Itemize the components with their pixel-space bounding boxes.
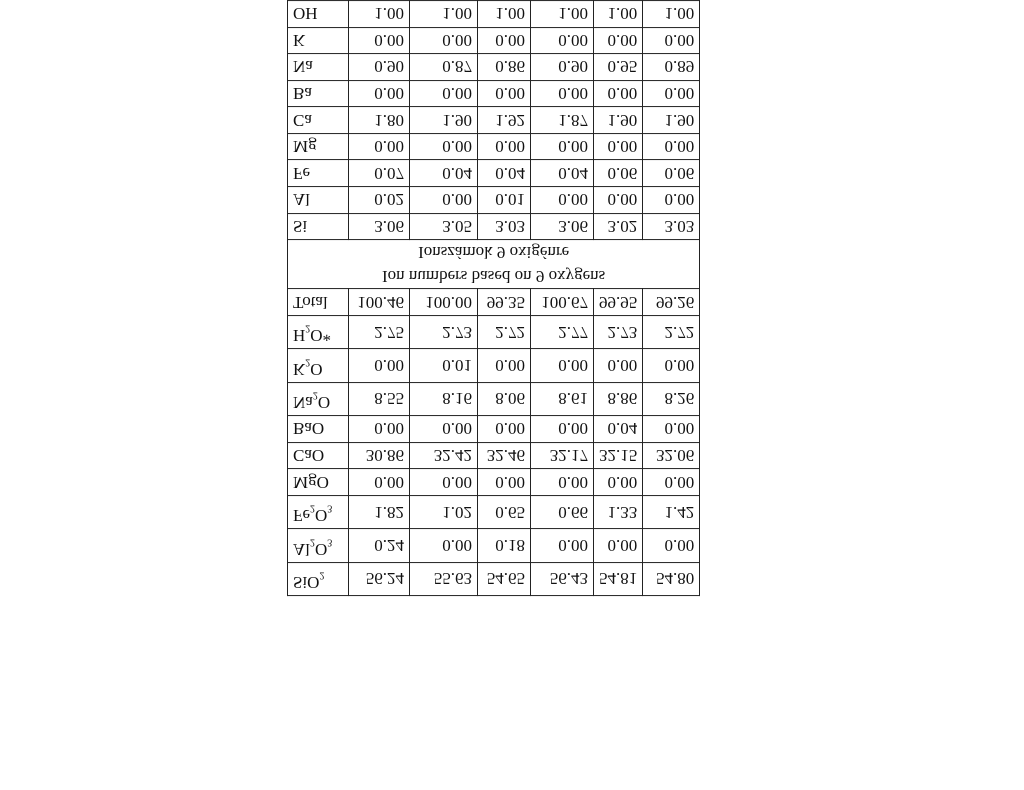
cell: 8.55 <box>349 382 410 415</box>
cell: 55.63 <box>410 562 478 595</box>
row-label: Si <box>288 213 349 240</box>
table-row-na <box>288 54 700 81</box>
table-row-bao <box>288 416 700 443</box>
cell: 0.00 <box>410 416 478 443</box>
cell: 0.00 <box>531 27 594 54</box>
table-body <box>288 1 700 596</box>
cell: 3.03 <box>643 213 700 240</box>
cell: 0.00 <box>594 187 643 214</box>
section-heading-hu: Ionszámok 9 oxigénre <box>418 243 570 263</box>
cell: 0.00 <box>478 349 531 382</box>
cell: 0.00 <box>410 529 478 562</box>
cell: 0.00 <box>594 469 643 496</box>
cell: 0.00 <box>531 133 594 160</box>
cell: 1.42 <box>643 495 700 528</box>
cell: 0.00 <box>410 133 478 160</box>
table-row-fe2o3 <box>288 495 700 528</box>
table-row-mgo <box>288 469 700 496</box>
cell: 1.33 <box>594 495 643 528</box>
cell: 0.00 <box>643 187 700 214</box>
cell: 0.00 <box>594 133 643 160</box>
mineral-analysis-table <box>287 0 700 596</box>
cell: 32.42 <box>410 442 478 469</box>
cell: 0.00 <box>478 27 531 54</box>
cell: 0.00 <box>349 349 410 382</box>
cell: 3.02 <box>594 213 643 240</box>
row-label: $K_2O$ <box>288 349 349 382</box>
cell: 0.00 <box>349 133 410 160</box>
section-heading <box>288 240 700 289</box>
cell: 54.65 <box>478 562 531 595</box>
cell: 1.90 <box>594 107 643 134</box>
cell: 8.16 <box>410 382 478 415</box>
cell: 2.73 <box>410 315 478 348</box>
table-row-total <box>288 289 700 316</box>
cell: 0.01 <box>410 349 478 382</box>
cell: 1.00 <box>643 1 700 28</box>
cell: 32.46 <box>478 442 531 469</box>
cell: 0.07 <box>349 160 410 187</box>
cell: 3.06 <box>531 213 594 240</box>
cell: 0.00 <box>349 27 410 54</box>
cell: 0.00 <box>349 469 410 496</box>
cell: 0.06 <box>643 160 700 187</box>
table-row-sio2 <box>288 562 700 595</box>
cell: 0.24 <box>349 529 410 562</box>
table-row-k2o <box>288 349 700 382</box>
cell: 1.80 <box>349 107 410 134</box>
row-label: $Na_2O$ <box>288 382 349 415</box>
cell: 0.00 <box>531 529 594 562</box>
cell: 0.00 <box>594 529 643 562</box>
cell: 0.00 <box>643 416 700 443</box>
cell: 0.02 <box>349 187 410 214</box>
cell: 0.00 <box>478 133 531 160</box>
cell: 0.00 <box>643 27 700 54</box>
section-heading-en: Ion numbers based on 9 oxygens <box>381 267 606 287</box>
cell: 0.65 <box>478 495 531 528</box>
table-row-h2o <box>288 315 700 348</box>
cell: 0.00 <box>531 349 594 382</box>
table-row-mg <box>288 133 700 160</box>
cell: 8.86 <box>594 382 643 415</box>
cell: 0.00 <box>643 80 700 107</box>
cell: 0.00 <box>643 349 700 382</box>
cell: 32.15 <box>594 442 643 469</box>
row-label: $Fe_2O_3$ <box>288 495 349 528</box>
cell: 0.00 <box>349 80 410 107</box>
cell: 30.86 <box>349 442 410 469</box>
cell: 0.00 <box>410 469 478 496</box>
cell: 1.00 <box>478 1 531 28</box>
cell: 3.03 <box>478 213 531 240</box>
cell: 1.87 <box>531 107 594 134</box>
cell: 0.00 <box>531 469 594 496</box>
row-label: Na <box>288 54 349 81</box>
cell: 0.00 <box>349 416 410 443</box>
cell: 1.82 <box>349 495 410 528</box>
cell: 100.46 <box>349 289 410 316</box>
cell: 1.02 <box>410 495 478 528</box>
cell: 0.00 <box>531 416 594 443</box>
cell: 2.72 <box>643 315 700 348</box>
row-label: BaO <box>288 416 349 443</box>
cell: 0.04 <box>478 160 531 187</box>
cell: 1.90 <box>643 107 700 134</box>
cell: 1.90 <box>410 107 478 134</box>
table-row-k <box>288 27 700 54</box>
cell: 99.35 <box>478 289 531 316</box>
row-label: MgO <box>288 469 349 496</box>
row-label: K <box>288 27 349 54</box>
cell: 100.67 <box>531 289 594 316</box>
cell: 8.26 <box>643 382 700 415</box>
cell: 2.77 <box>531 315 594 348</box>
row-label: Total <box>288 289 349 316</box>
cell: 0.04 <box>531 160 594 187</box>
table-row-oh <box>288 1 700 28</box>
section-heading-row <box>288 240 700 289</box>
cell: 0.00 <box>478 416 531 443</box>
table-row-al2o3 <box>288 529 700 562</box>
cell: 1.00 <box>349 1 410 28</box>
cell: 1.92 <box>478 107 531 134</box>
row-label: Al <box>288 187 349 214</box>
cell: 0.00 <box>531 80 594 107</box>
cell: 32.17 <box>531 442 594 469</box>
table-row-si <box>288 213 700 240</box>
cell: 0.90 <box>531 54 594 81</box>
table-row-al <box>288 187 700 214</box>
cell: 0.00 <box>594 27 643 54</box>
cell: 99.95 <box>594 289 643 316</box>
cell: 0.00 <box>594 80 643 107</box>
cell: 2.73 <box>594 315 643 348</box>
cell: 100.00 <box>410 289 478 316</box>
cell: 1.00 <box>531 1 594 28</box>
cell: 8.61 <box>531 382 594 415</box>
cell: 0.04 <box>410 160 478 187</box>
cell: 1.00 <box>594 1 643 28</box>
cell: 0.00 <box>643 133 700 160</box>
table-row-ca <box>288 107 700 134</box>
cell: 0.00 <box>410 80 478 107</box>
cell: 3.06 <box>349 213 410 240</box>
cell: 0.00 <box>410 27 478 54</box>
cell: 0.00 <box>478 80 531 107</box>
cell: 8.06 <box>478 382 531 415</box>
row-label: $H_2O*$ <box>288 315 349 348</box>
row-label: SiO$_2$ <box>288 562 349 595</box>
cell: 0.86 <box>478 54 531 81</box>
cell: 56.43 <box>531 562 594 595</box>
cell: 0.00 <box>643 469 700 496</box>
cell: 0.00 <box>478 469 531 496</box>
row-label: Ba <box>288 80 349 107</box>
cell: 2.75 <box>349 315 410 348</box>
cell: 2.72 <box>478 315 531 348</box>
cell: 0.00 <box>531 187 594 214</box>
cell: 1.00 <box>410 1 478 28</box>
cell: 0.00 <box>643 529 700 562</box>
row-label: Mg <box>288 133 349 160</box>
row-label: $Al_2O_3$ <box>288 529 349 562</box>
cell: 0.90 <box>349 54 410 81</box>
row-label: OH <box>288 1 349 28</box>
cell: 54.80 <box>643 562 700 595</box>
cell: 0.06 <box>594 160 643 187</box>
row-label: Ca <box>288 107 349 134</box>
cell: 56.24 <box>349 562 410 595</box>
row-label: CaO <box>288 442 349 469</box>
cell: 0.00 <box>594 349 643 382</box>
cell: 32.06 <box>643 442 700 469</box>
cell: 0.04 <box>594 416 643 443</box>
table-row-na2o <box>288 382 700 415</box>
cell: 0.66 <box>531 495 594 528</box>
cell: 0.00 <box>410 187 478 214</box>
cell: 99.26 <box>643 289 700 316</box>
cell: 3.05 <box>410 213 478 240</box>
table-row-cao <box>288 442 700 469</box>
cell: 0.18 <box>478 529 531 562</box>
table-row-fe <box>288 160 700 187</box>
table-row-ba <box>288 80 700 107</box>
cell: 0.87 <box>410 54 478 81</box>
cell: 54.81 <box>594 562 643 595</box>
cell: 0.89 <box>643 54 700 81</box>
row-label: Fe <box>288 160 349 187</box>
cell: 0.95 <box>594 54 643 81</box>
cell: 0.01 <box>478 187 531 214</box>
